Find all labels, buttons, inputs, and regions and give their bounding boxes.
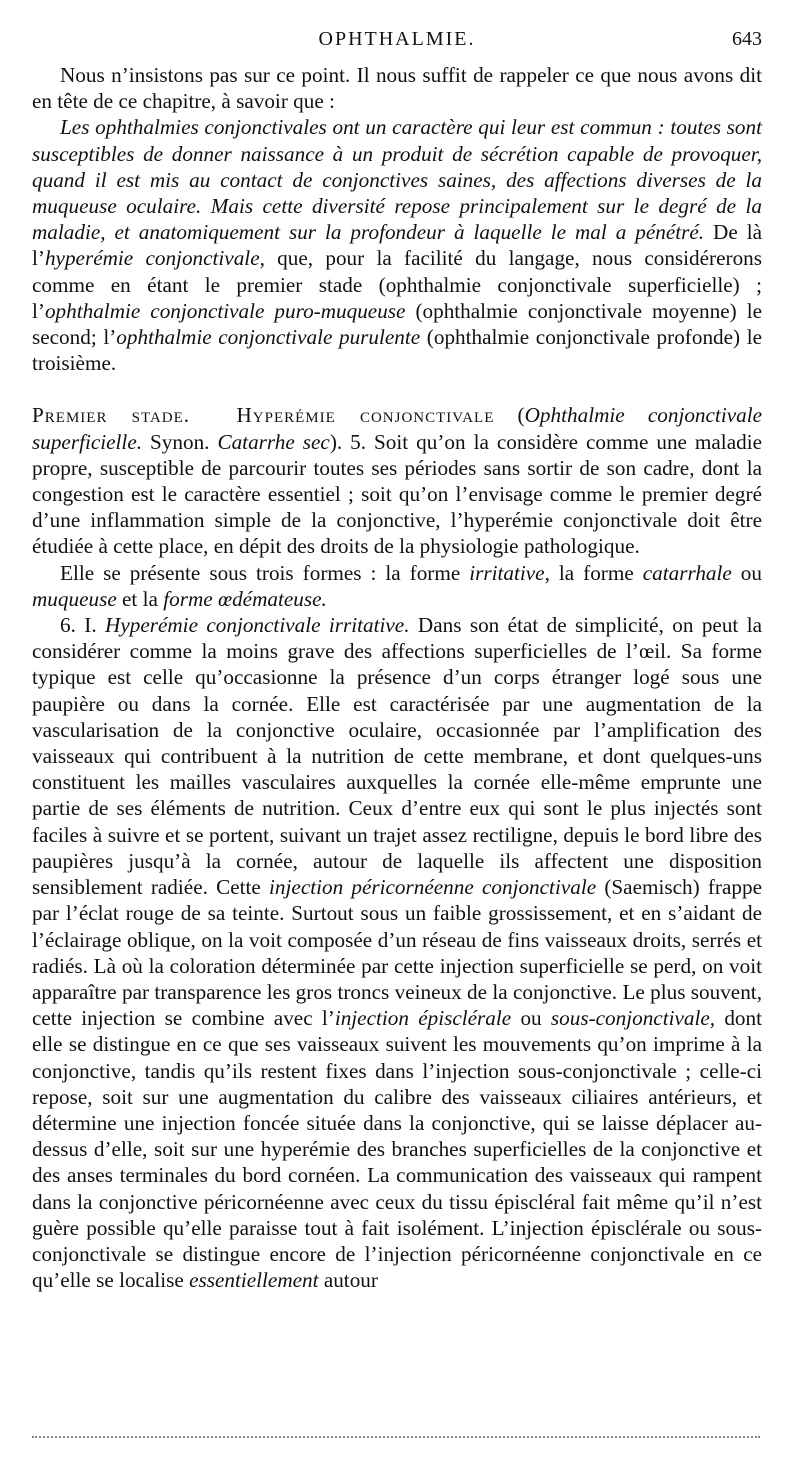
term-hyperemie: hyperémie conjonctivale, (44, 246, 265, 271)
formes-text-1: Elle se présente sous trois formes : la forme (60, 560, 470, 585)
page-header (32, 28, 762, 62)
term-puro-muqueuse: ophthalmie conjonctivale puro-muqueuse (44, 298, 406, 323)
stage-text-1: ( (494, 403, 525, 428)
section-heading-title: Hyperémie conjonctivale (236, 403, 495, 428)
paragraph-formes (32, 560, 762, 612)
formes-text-3: ou (731, 560, 762, 585)
definition-text-4: (ophthalmie conjonctivale profonde) le troisième. (32, 325, 762, 376)
running-title: OPHTHALMIE. (318, 28, 476, 50)
page-number: 643 (732, 28, 762, 50)
irritative-text-2: Dans son état de simplicité, on peut la considérer comme la moins grave des affections superficielles de l’œil. Sa forme typique est celle qu’occasionne la présence d’un corps étranger logé sous une paupière ou dans la cornée. Elle est caractérisée par une augmentation de la vascularisation de la conjonctive oculaire, occasionnée par l’amplification des vaisseaux qui contribuent à la nutrition de cette membrane, et dont quelques-uns constituent les mailles vasculaires auxquelles la cornée elle-même emprunte une partie de ses éléments de nutrition. Ceux d’entre eux qui sont le plus injectés sont faciles à suivre et se portent, suivant un trajet assez rectiligne, depuis le bord libre des paupières jusqu’à la cornée, autour de laquelle ils affectent une disposition sensiblement radiée. Cette (32, 613, 762, 900)
forme-catarrhale: catarrhale (642, 560, 732, 585)
term-injection-pericorneenne: injection péricornéenne conjonctivale (269, 875, 597, 900)
section-heading-stage: Premier stade. (32, 403, 191, 428)
stage-text-2: Synon. (142, 429, 218, 454)
forme-oedemateuse: forme œdémateuse. (163, 586, 327, 611)
stage-italic-2: Catarrhe sec (217, 429, 330, 454)
formes-text-4: et la (116, 586, 164, 611)
irritative-text-1: 6. I. (60, 613, 106, 638)
stage-text-3: ). 5. Soit qu’on la considère comme une maladie propre, susceptible de parcourir toutes ses périodes sans sortir de son cadre, dont la congestion est le caractère essentiel ; soit qu’on l’envisage comme le premier degré d’une inflammation simple de la conjonctive, l’hyperémie conjonctivale doit être étudiée à cette place, en dépit des droits de la physiologie pathologique. (32, 429, 762, 559)
paragraph-intro (32, 62, 762, 114)
term-sous-conjonctivale: sous-conjonctivale, (550, 1006, 716, 1031)
irritative-text-4: ou (511, 1006, 551, 1031)
intro-text: Nous n’insistons pas sur ce point. Il nous suffit de rappeler ce que nous avons dit en tête de ce chapitre, à savoir que : (32, 63, 762, 114)
stage-italic-1: Ophthalmie conjonctivale superficielle. (32, 403, 762, 454)
irritative-heading: Hyperémie conjonctivale irritative. (105, 613, 410, 638)
definition-text-1: De là l’ (32, 220, 763, 271)
irritative-text-6: autour (318, 1268, 378, 1293)
forme-muqueuse: muqueuse (32, 586, 117, 611)
irritative-text-3: (Saemisch) frappe par l’éclat rouge de sa teinte. Surtout sous un faible grossissement, et en s’aidant de l’éclairage oblique, on la voit composée d’un réseau de fins vaisseaux droits, serrés et radiés. Là où la coloration déterminée par cette injection superficielle se perd, on voit apparaître par transparence les gros troncs veineux de la conjonctive. Le plus souvent, cette injection se combine avec l’ (32, 875, 762, 1031)
definition-italic: Les ophthalmies conjonctivales ont un caractère qui leur est commun : toutes sont susceptibles de donner naissance à un produit de sécrétion capable de provoquer, quand il est mis au contact de conjonctives saines, des affections diverses de la muqueuse oculaire. Mais cette diversité repose principalement sur le degré de la maladie, et anatomiquement sur la profondeur à laquelle le mal a pénétré. (32, 115, 762, 245)
forme-irritative: irritative, (469, 560, 550, 585)
paragraph-irritative (32, 612, 762, 1293)
book-page (32, 28, 762, 1293)
term-injection-episclerale: injection épisclérale (334, 1006, 512, 1031)
definition-text-3: (ophthalmie conjonctivale moyenne) le second; l’ (32, 298, 762, 350)
definition-text-2: que, pour la facilité du langage, nous considérerons comme en étant le premier stade (ophthalmie conjonctivale superficielle) ; l’ (32, 246, 763, 323)
paragraph-definition (32, 114, 762, 376)
paragraph-premier-stade (32, 402, 762, 559)
irritative-text-5: dont elle se distingue en ce que ses vaisseaux suivent les mouvements qu’on imprime à la conjonctive, tandis qu’ils restent fixes dans l’injection sous-conjonctivale ; celle-ci repose, soit sur une augmentation du calibre des vaisseaux ciliaires antérieurs, et détermine une injection foncée située dans la conjonctive, qui se laisse déplacer au-dessus d’elle, soit sur une hyperémie des branches superficielles de la conjonctive et des anses terminales du bord cornéen. La communication des vaisseaux qui rampent dans la conjonctive péricornéenne avec ceux du tissu épiscléral fait même qu’il n’est guère possible qu’elle paraisse tout à fait isolément. L’injection épisclérale ou sous-conjonctivale se distingue encore de l’injection péricornéenne conjonctivale en ce qu’elle se localise (32, 1006, 762, 1293)
body-text (32, 62, 762, 1293)
footer-dotted-rule (32, 1436, 760, 1438)
formes-text-2: la forme (549, 560, 643, 585)
term-purulente: ophthalmie conjonctivale purulente (116, 325, 421, 350)
term-essentiellement: essentiellement (189, 1268, 319, 1293)
